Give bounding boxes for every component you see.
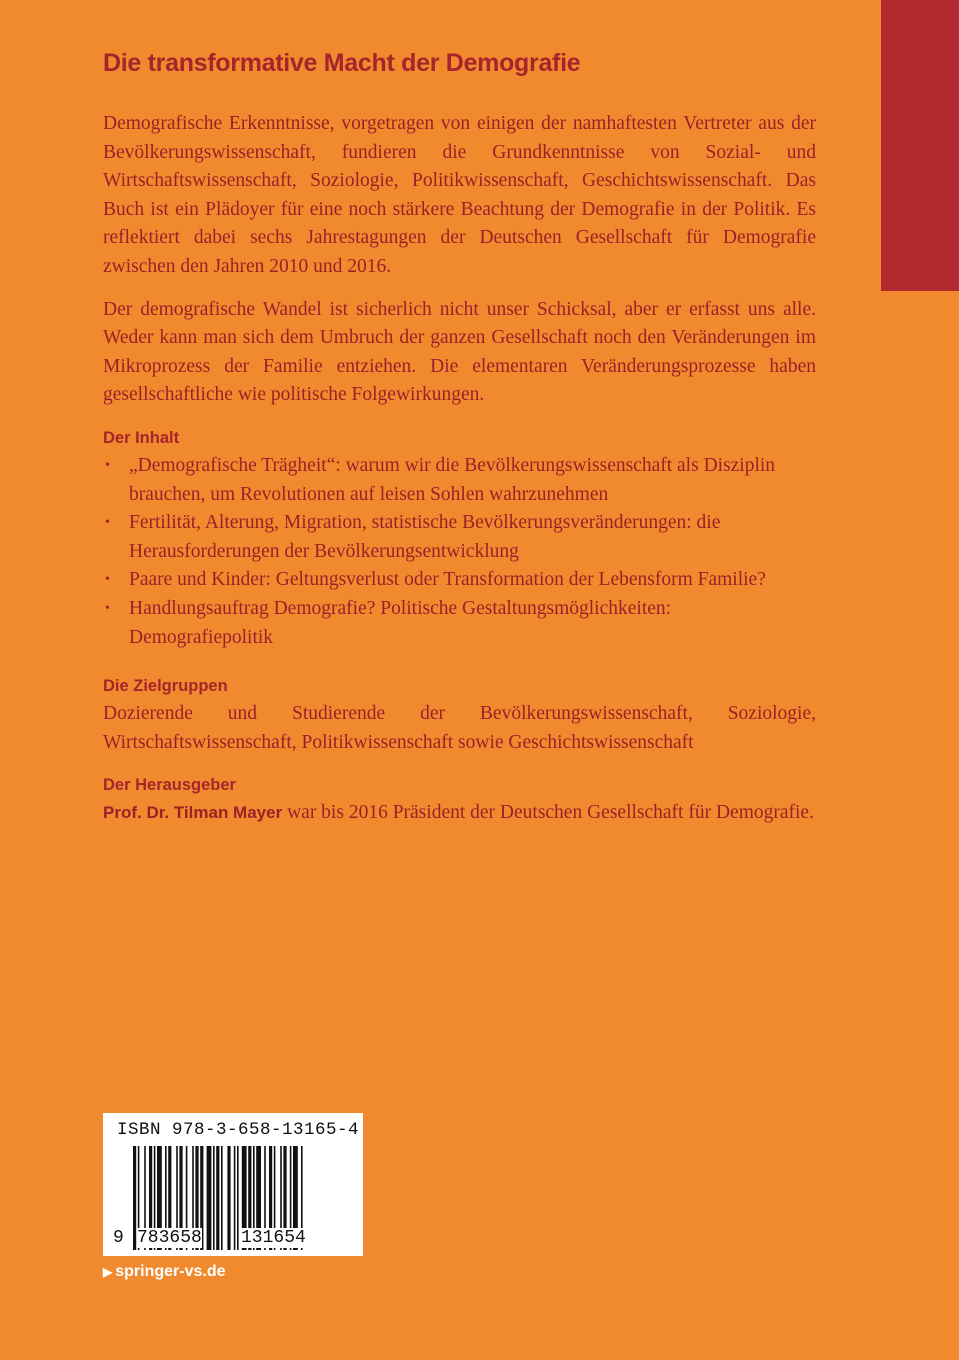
contents-list: [103, 452, 816, 652]
audience-text: Dozierende und Studierende der Bevölkerungswissenschaft, Soziologie, Wirtschaftswissenschaft, Politikwissenschaft sowie Geschichtswissenschaft: [103, 703, 816, 753]
barcode-digit-first: 9: [113, 1228, 124, 1248]
isbn-label: ISBN 978-3-658-13165-4: [117, 1120, 360, 1140]
list-item: • Fertilität, Alterung, Migration, statistische Bevölkerungsveränderungen: die Herausforderungen der Bevölkerungsentwicklung: [103, 509, 816, 566]
page-title: Die transformative Macht der Demografie: [103, 49, 581, 77]
barcode-digits-left: 783658: [137, 1228, 202, 1248]
list-item: • Paare und Kinder: Geltungsverlust oder Transformation der Lebensform Familie?: [103, 566, 816, 595]
back-cover-text: [103, 46, 816, 842]
editor-name: Prof. Dr. Tilman Mayer: [103, 803, 283, 823]
bullet-icon: •: [105, 572, 110, 588]
contents-heading: Der Inhalt: [103, 428, 180, 447]
red-accent-tab: [881, 0, 959, 291]
bullet-icon: •: [105, 457, 110, 473]
isbn-barcode: [103, 1113, 363, 1256]
bullet-icon: •: [105, 600, 110, 616]
editor-heading: Der Herausgeber: [103, 776, 236, 795]
list-item: • „Demografische Trägheit“: warum wir die Bevölkerungswissenschaft als Disziplin brauchen, um Revolutionen auf leisen Sohlen wahrzunehmen: [103, 452, 816, 509]
description-paragraph-2: Der demografische Wandel ist sicherlich nicht unser Schicksal, aber er erfasst uns alle. Weder kann man sich dem Umbruch der ganzen Gesellschaft noch den Veränderungen im Mikroprozess der Familie entziehen. Die elementaren Veränderungsprozesse haben gesellschaftliche wie politische Folgewirkungen.: [103, 298, 816, 406]
publisher-website-link[interactable]: ▶ springer-vs.de: [103, 1263, 226, 1280]
barcode-digits-right: 131654: [241, 1228, 306, 1248]
description-paragraph-1: Demografische Erkenntnisse, vorgetragen von einigen der namhaftesten Vertreter aus der Bevölkerungswissenschaft, fundieren die Grundkenntnisse von Sozial- und Wirtschaftswissenschaft, Soziologie, Politikwissenschaft, Geschichtswissenschaft. Das Buch ist ein Plädoyer für eine noch stärkere Beachtung der Demografie in der Politik. Es reflektiert dabei sechs Jahrestagungen der Deutschen Gesellschaft für Demografie zwischen den Jahren 2010 und 2016.: [103, 113, 816, 277]
editor-text: Prof. Dr. Tilman Mayer war bis 2016 Präsident der Deutschen Gesellschaft für Demografie.: [103, 802, 814, 824]
list-item: • Handlungsauftrag Demografie? Politische Gestaltungsmöglichkeiten: Demografiepolitik: [103, 595, 816, 652]
arrow-right-icon: ▶: [103, 1265, 113, 1279]
bullet-icon: •: [105, 515, 110, 531]
barcode-digits: [113, 1228, 353, 1248]
audience-heading: Die Zielgruppen: [103, 677, 228, 696]
